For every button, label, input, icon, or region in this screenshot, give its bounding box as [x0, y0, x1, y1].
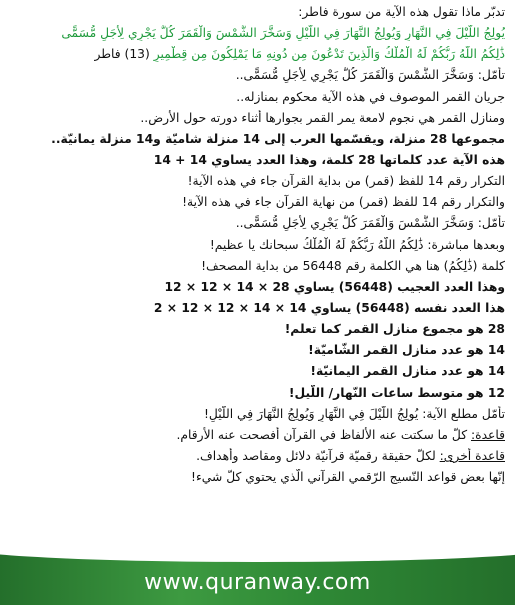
- verse-line-2: [10, 46, 505, 62]
- verse-reference: (13) فاطر: [94, 47, 154, 62]
- intro-line: تدبّر ماذا تقول هذه الآية من سورة فاطر:: [298, 5, 505, 19]
- text-line-stations-count: مجموعها 28 منزلة، ويقسّمها العرب إلى 14 منزلة شاميّة و14 منزلة يمانيّة..: [51, 131, 505, 146]
- footer-website-link[interactable]: www.quranway.com: [144, 570, 371, 595]
- rule-label-1: قاعدة:: [470, 427, 505, 442]
- text-line-12: 12 هو متوسط ساعات النّهار/ اللّيل!: [288, 385, 505, 400]
- closing-line: إنّها بعض قواعد النّسيج الرّقمي القرآني الّذي يحتوي كلّ شيء!: [191, 470, 505, 485]
- text-line-repetition-end: والتكرار رقم 14 للفظ (قمر) من نهاية القرآن جاء في هذه الآية!: [182, 195, 505, 210]
- text-line-14-shami: 14 هو عدد منازل القمر الشّاميّة!: [308, 343, 505, 358]
- rule-text-1: كلّ ما سكتت عنه الألفاظ في القرآن أفصحت عنه الأرقام.: [176, 427, 471, 442]
- rule-label-2: قاعدة أخرى:: [439, 448, 505, 463]
- verse-line-2-text: ذَٰلِكُمُ اللَّهُ رَبُّكُمْ لَهُ الْمُلْكُ وَالَّذِينَ تَدْعُونَ مِن دُونِهِ مَا يَمْلِكُونَ مِن قِطْمِيرٍ: [153, 47, 505, 62]
- text-line-28: 28 هو مجموع منازل القمر كما تعلم!: [284, 322, 505, 337]
- text-line-product-2: هذا العدد نفسه (56448) يساوي 14 × 14 × 12 × 12 × 2: [153, 300, 505, 315]
- rule-line-2: [10, 448, 505, 464]
- reflect-line-2: تأمّل: وَسَخَّرَ الشَّمْسَ وَالْقَمَرَ كُلٌّ يَجْرِي لِأَجَلٍ مُّسَمًّى..: [235, 216, 505, 231]
- text-line-repetition-start: التكرار رقم 14 للفظ (قمر) من بداية القرآن جاء في هذه الآية!: [187, 174, 505, 189]
- text-line-opening: تأمّل مطلع الآية: يُولِجُ اللَّيْلَ فِي النَّهَارِ وَيُولِجُ النَّهَارَ فِي اللَّيْلِ!: [203, 406, 505, 421]
- text-line-14-yamani: 14 هو عدد منازل القمر اليمانيّة!: [310, 364, 505, 379]
- text-line-subhanak: وبعدها مباشرة: ذَٰلِكُمُ اللَّهُ رَبُّكُمْ لَهُ الْمُلْكُ سبحانك يا عظيم!: [209, 237, 505, 252]
- text-line-moon-course: جريان القمر الموصوف في هذه الآية محكوم بمنازله..: [236, 89, 505, 104]
- text-line-word-count: هذه الآية عدد كلماتها 28 كلمة، وهذا العدد يساوي 14 + 14: [153, 152, 505, 167]
- verse-line-1: يُولِجُ اللَّيْلَ فِي النَّهَارِ وَيُولِجُ النَّهَارَ فِي اللَّيْلِ وَسَخَّرَ الشَّمْسَ وَالْقَمَرَ كُلٌّ يَجْرِي لِأَجَلٍ مُّسَمًّى: [61, 26, 505, 41]
- rule-line-1: [10, 427, 505, 443]
- footer-banner: [0, 550, 515, 605]
- text-line-word-number: كلمة (ذَٰلِكُمُ) هنا هي الكلمة رقم 56448 من بداية المصحف!: [201, 258, 505, 273]
- text-line-moon-stations: ومنازل القمر هي نجوم لامعة يمر القمر بجوارها أثناء دورته حول الأرض..: [140, 110, 505, 125]
- text-line-product-1: وهذا العدد العجيب (56448) يساوي 28 × 14 × 12 × 12: [164, 279, 505, 294]
- reflect-line-1: تأمّل: وَسَخَّرَ الشَّمْسَ وَالْقَمَرَ كُلٌّ يَجْرِي لِأَجَلٍ مُّسَمًّى..: [235, 68, 505, 83]
- rule-text-2: لكلّ حقيقة رقميّة قرآنيّة دلائل ومقاصد وأهداف.: [196, 448, 440, 463]
